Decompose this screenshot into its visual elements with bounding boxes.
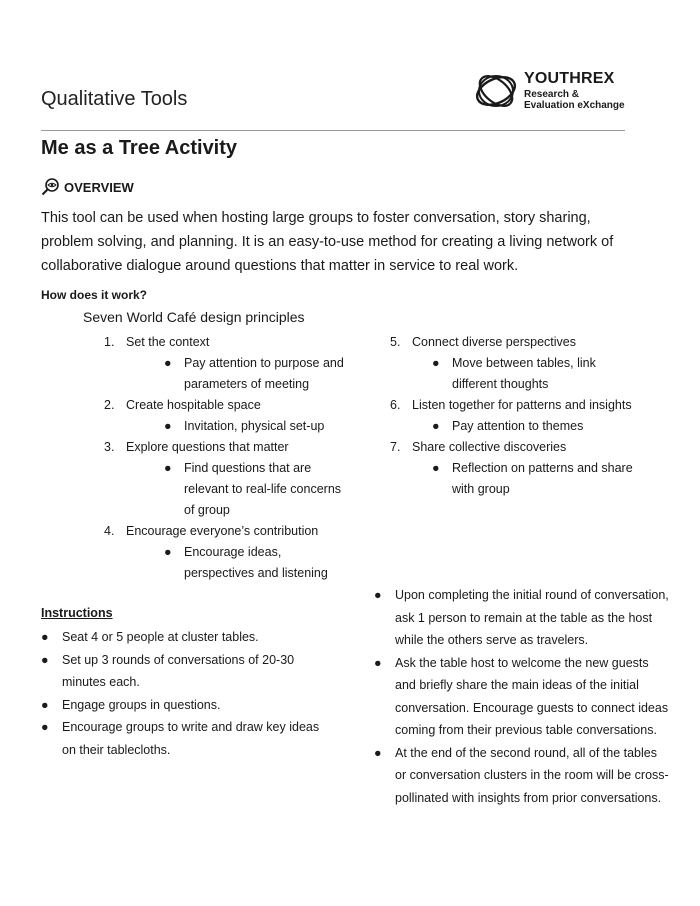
bullet-dot-icon: ● (374, 655, 382, 670)
principle-item (104, 332, 344, 395)
logo-name: YOUTHREX (524, 70, 615, 87)
logo-subtitle-line1: Research & (524, 89, 580, 100)
principle-number: 3. (104, 440, 115, 454)
logo-subtitle-line2: Evaluation eXchange (524, 100, 625, 111)
principle-detail: Pay attention to themes (452, 419, 584, 433)
principle-detail: Invitation, physical set-up (184, 419, 325, 433)
bullet-dot-icon: ● (41, 720, 49, 734)
list-item (41, 649, 331, 694)
principle-item (390, 395, 640, 437)
principle-number: 2. (104, 398, 115, 412)
principle-detail: Move between tables, link different thoughts (452, 356, 596, 391)
principle-label: Create hospitable space (126, 398, 261, 412)
bullet-dot-icon: ● (164, 461, 172, 475)
principle-item (104, 437, 344, 521)
instruction-text: Ask the table host to welcome the new guests and briefly share the main ideas of the initial conversation. Encourage guests to connect ideas coming from their previous table conversations. (395, 655, 669, 737)
bullet-dot-icon: ● (41, 697, 49, 712)
principles-list-right (390, 332, 640, 500)
bullet-dot-icon: ● (432, 419, 440, 433)
principle-detail: Find questions that are relevant to real-life concerns of group (184, 461, 342, 517)
instruction-text: Encourage groups to write and draw key ideas on their tablecloths. (62, 720, 320, 757)
principle-item (390, 437, 640, 500)
bullet-dot-icon: ● (41, 630, 49, 644)
principle-item (104, 521, 344, 584)
instruction-text: Engage groups in questions. (62, 697, 221, 712)
bullet-dot-icon: ● (41, 652, 49, 667)
principle-number: 5. (390, 335, 401, 349)
principle-number: 4. (104, 524, 115, 538)
principle-label: Set the context (126, 335, 210, 349)
principle-number: 7. (390, 440, 401, 454)
principle-detail: Reflection on patterns and share with group (452, 461, 633, 496)
list-item (374, 584, 669, 652)
bullet-dot-icon: ● (164, 545, 172, 559)
principle-item (104, 395, 344, 437)
list-item (41, 694, 331, 717)
section-header-title: Qualitative Tools (41, 88, 188, 110)
principle-label: Explore questions that matter (126, 440, 289, 454)
magnifier-eye-icon (41, 178, 61, 196)
bullet-dot-icon: ● (432, 461, 440, 475)
principle-number: 6. (390, 398, 401, 412)
principle-label: Encourage everyone’s contribution (126, 524, 319, 538)
bullet-dot-icon: ● (432, 356, 440, 370)
principles-list-left (104, 332, 344, 584)
overview-paragraph: This tool can be used when hosting large groups to foster conversation, story sharing, problem solving, and planning. It is an easy-to-use method for creating a living network of collaborative dialogue around questions that matter in service to real work. (41, 210, 614, 274)
principle-detail: Encourage ideas, perspectives and listening (184, 545, 328, 580)
principle-label: Connect diverse perspectives (412, 335, 576, 349)
instruction-text: Seat 4 or 5 people at cluster tables. (62, 630, 259, 644)
instructions-list-right (374, 584, 669, 809)
list-item (41, 716, 331, 761)
orbit-logo-icon (472, 68, 520, 114)
principle-label: Share collective discoveries (412, 440, 567, 454)
instructions-heading: Instructions (41, 606, 113, 620)
instruction-text: Set up 3 rounds of conversations of 20-30 minutes each. (62, 652, 295, 689)
list-item (41, 626, 331, 649)
header-divider (41, 130, 625, 131)
principle-label: Listen together for patterns and insights (412, 398, 632, 412)
bullet-dot-icon: ● (374, 588, 382, 602)
principle-item (390, 332, 640, 395)
bullet-dot-icon: ● (374, 745, 382, 760)
instructions-list-left (41, 626, 331, 761)
youthrex-logo (472, 68, 652, 118)
instruction-text: At the end of the second round, all of the tables or conversation clusters in the room will be cross-pollinated with insights from prior conversations. (395, 745, 669, 805)
principle-number: 1. (104, 335, 115, 349)
instruction-text: Upon completing the initial round of conversation, ask 1 person to remain at the table as the host while the others serve as travelers. (395, 588, 669, 647)
how-it-works-label: How does it work? (41, 288, 148, 302)
document-title: Me as a Tree Activity (41, 137, 238, 159)
overview-label: OVERVIEW (64, 179, 134, 195)
principles-title: Seven World Café design principles (83, 309, 305, 325)
list-item (374, 742, 669, 810)
overview-heading (41, 178, 134, 196)
bullet-dot-icon: ● (164, 419, 172, 433)
bullet-dot-icon: ● (164, 356, 172, 370)
principle-detail: Pay attention to purpose and parameters of meeting (184, 356, 344, 391)
list-item (374, 652, 669, 742)
